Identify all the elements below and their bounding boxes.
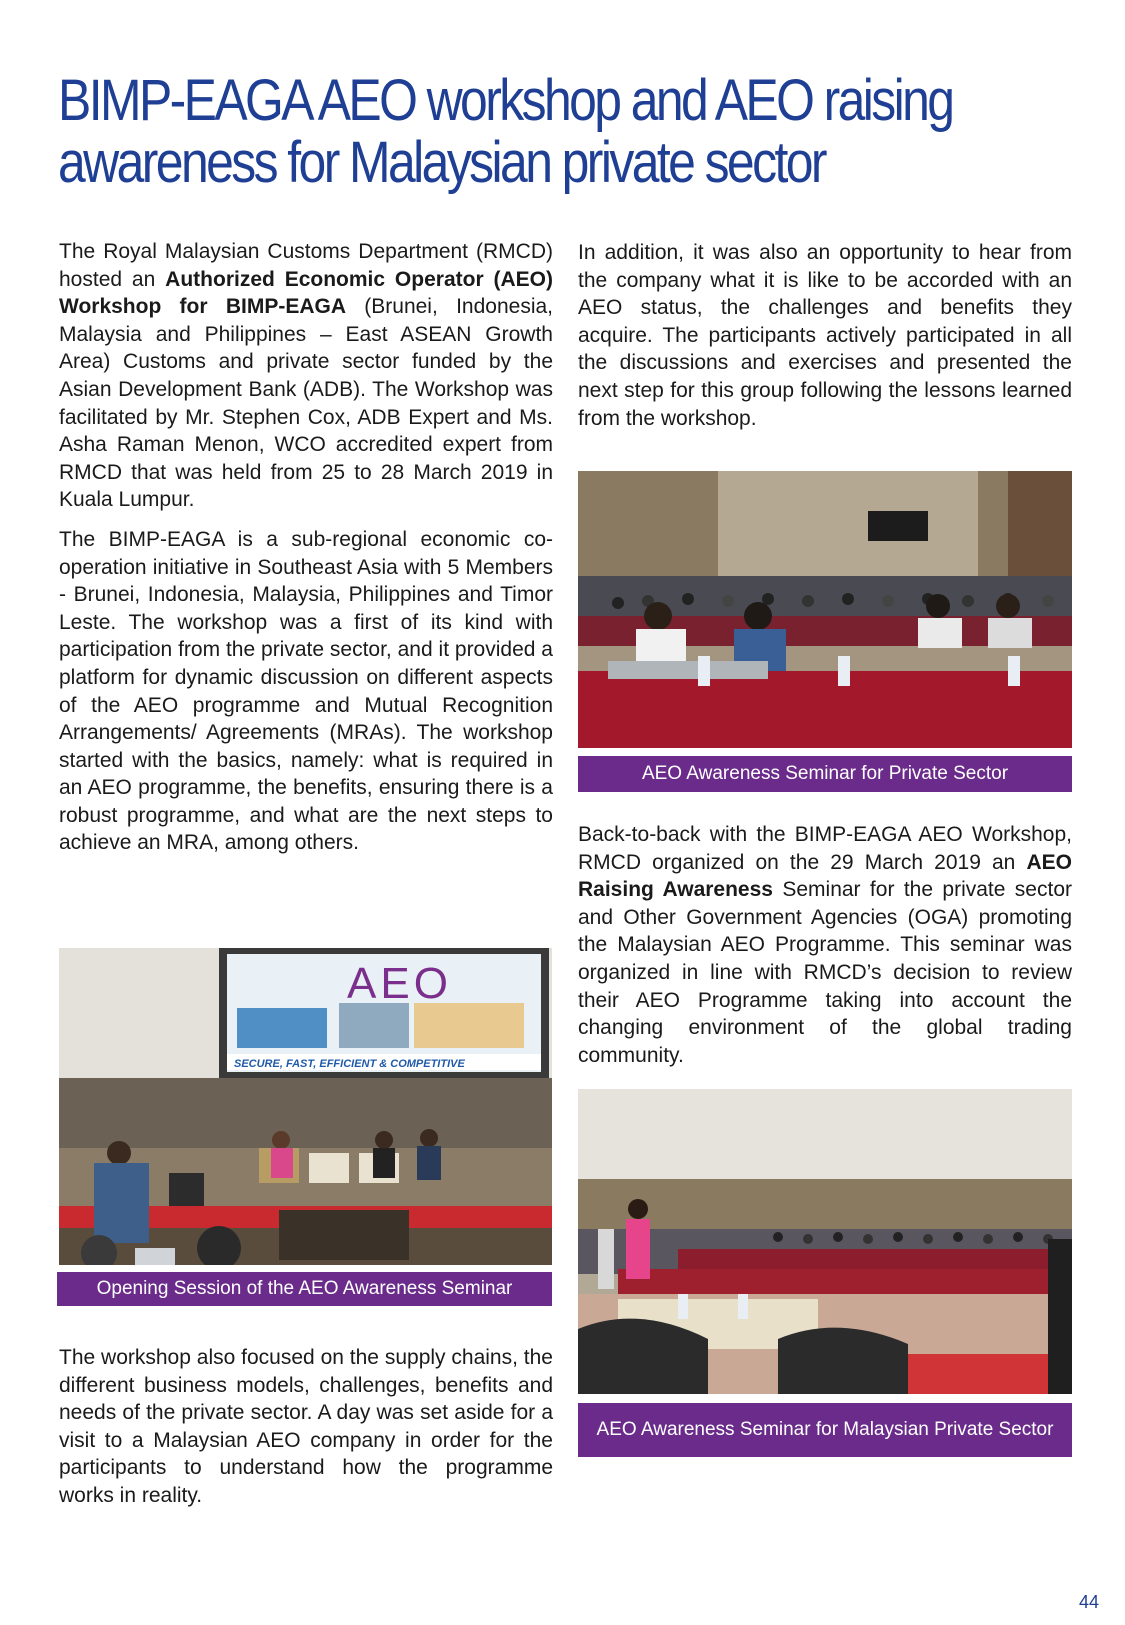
bimp-eaga-paragraph: The BIMP-EAGA is a sub-regional economic co-operation initiative in Southeast Asia with 5 Members - Brunei, Indonesia, Malaysia, Philippines and Timor Leste. The workshop was a first of its kind with participation from the private sector, and it provided a platform for dynamic discussion on different aspects of the AEO programme and Mutual Recognition Arrangements/ Agreements (MRAs). The workshop started with the basics, namely: what is required in an AEO programme, the benefits, ensuring there is a robust programme, and what are the next steps to achieve an MRA, among others. xyxy=(59,527,553,855)
raising-awareness-paragraph xyxy=(578,821,1072,1069)
private-sector-seminar-photo xyxy=(578,471,1072,748)
private-sector-seminar-illustration xyxy=(578,471,1072,748)
opening-session-photo xyxy=(59,948,552,1265)
malaysian-private-sector-photo xyxy=(578,1089,1072,1394)
intro-paragraph xyxy=(59,238,553,514)
article-title: BIMP-EAGA AEO workshop and AEO raising awareness for Malaysian private sector xyxy=(58,68,953,195)
screen-aeo-logo: AEO xyxy=(347,959,452,1008)
caption-opening-text: Opening Session of the AEO Awareness Seminar xyxy=(96,1278,513,1299)
opening-session-illustration xyxy=(59,948,552,1265)
page-number: 44 xyxy=(1078,1592,1099,1612)
raising-text-b: Seminar for the private sector and Other Government Agencies (OGA) promoting the Malaysian AEO Programme. This seminar was organized in line with RMCD’s decision to review their AEO Programme taking into account the changing environment of the global trading community. xyxy=(578,878,1072,1067)
right-column-text xyxy=(578,239,1072,444)
left-column-bottom-text xyxy=(59,1344,553,1522)
supply-chain-paragraph: The workshop also focused on the supply chains, the different business models, challenges, benefits and needs of the private sector. A day was set aside for a visit to a Malaysian AEO company in order for the participants to understand how the programme works in reality. xyxy=(59,1346,553,1507)
raising-bold: AEO Raising Awareness xyxy=(578,850,1072,902)
intro-bold-workshop: Authorized Economic Operator (AEO) Workshop for BIMP-EAGA xyxy=(59,267,553,319)
malaysian-private-sector-illustration xyxy=(578,1089,1072,1394)
raising-text-a: Back-to-back with the BIMP-EAGA AEO Workshop, RMCD organized on the 29 March 2019 an xyxy=(578,823,1072,874)
caption-private-sector xyxy=(578,756,1072,792)
intro-text-a: The Royal Malaysian Customs Department (RMCD) hosted an xyxy=(59,240,553,291)
caption-malaysian-private-sector xyxy=(578,1403,1072,1457)
left-column-text xyxy=(59,238,553,869)
intro-text-b: (Brunei, Indonesia, Malaysia and Philippines – East ASEAN Growth Area) Customs and private sector funded by the Asian Development Bank (ADB). The Workshop was facilitated by Mr. Stephen Cox, ADB Expert and Ms. Asha Raman Menon, WCO accredited expert from RMCD that was held from 25 to 28 March 2019 in Kuala Lumpur. xyxy=(59,295,553,512)
caption-opening-session xyxy=(57,1272,552,1306)
caption-malaysian-text: AEO Awareness Seminar for Malaysian Private Sector xyxy=(596,1419,1054,1440)
company-visit-paragraph: In addition, it was also an opportunity to hear from the company what it is like to be accorded with an AEO status, the challenges and benefits they acquire. The participants actively participated in all the discussions and exercises and presented the next step for this group following the lessons learned from the workshop. xyxy=(578,241,1072,430)
screen-tagline: SECURE, FAST, EFFICIENT & COMPETITIVE xyxy=(234,1058,465,1070)
right-column-mid-text xyxy=(578,821,1072,1081)
caption-private-sector-text: AEO Awareness Seminar for Private Sector xyxy=(641,763,1009,784)
